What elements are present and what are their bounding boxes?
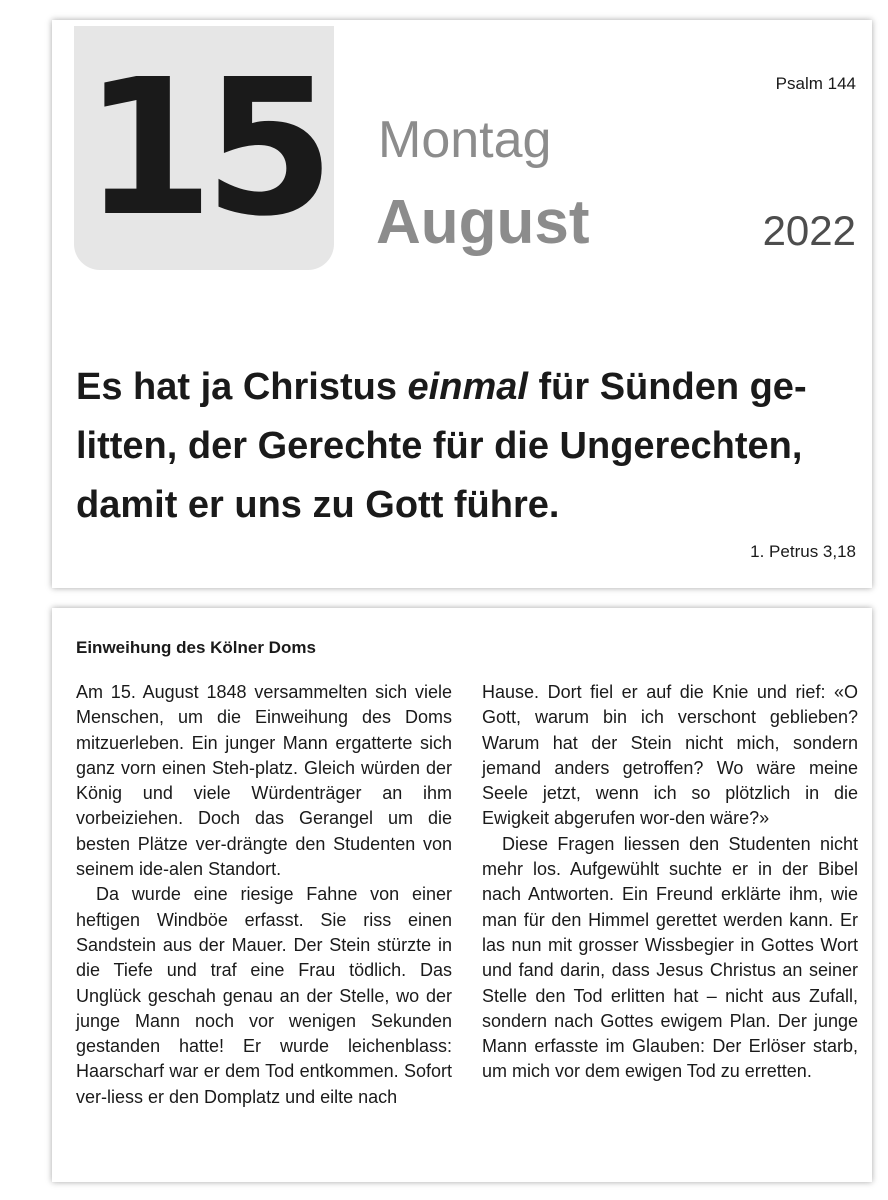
verse-reference: 1. Petrus 3,18: [750, 542, 856, 561]
article-column-left: [76, 680, 452, 1110]
article-paragraph: Hause. Dort fiel er auf die Knie und rief: «O Gott, warum bin ich verschont geblieben? Warum hat der Stein nicht mich, sondern jemand anders getroffen? Wo wäre meine Seele jetzt, wenn ich so plötzlich in die Ewigkeit abgerufen wor-den wäre?»: [482, 682, 858, 829]
calendar-page-top: [52, 20, 872, 588]
article-title: Einweihung des Kölner Doms: [76, 638, 316, 657]
psalm-reference: Psalm 144: [775, 74, 856, 93]
verse-part-2: für Sünden ge-litten, der Gerechte für die Ungerechten, damit er uns zu Gott führe.: [76, 366, 807, 526]
verse-part-1: Es hat ja Christus: [76, 366, 408, 408]
article-paragraph: Am 15. August 1848 versammelten sich viele Menschen, um die Einweihung des Doms mitzuerleben. Ein junger Mann ergatterte sich ganz vorn einen Steh-platz. Gleich würden der König und viele Würdenträger an ihm vorbeiziehen. Doch das Gerangel um die besten Plätze ver-drängte den Studenten von seinem ide-alen Standort.: [76, 682, 452, 880]
calendar-page-bottom: [52, 608, 872, 1182]
year: 2022: [762, 207, 856, 254]
article-paragraph: Diese Fragen liessen den Studenten nicht mehr los. Aufgewühlt suchte er in der Bibel nach Antworten. Ein Freund erklärte ihm, wie man für den Himmel gerettet werden kann. Er las nun mit grosser Wissbegier in Gottes Wort und fand darin, dass Jesus Christus an seiner Stelle den Tod erlitten hat – nicht aus Zufall, sondern nach Gottes ewigem Plan. Der junge Mann erfasste im Glauben: Der Erlöser starb, um mich vor dem ewigen Tod zu erretten.: [482, 833, 858, 1082]
verse-emphasis: einmal: [407, 366, 528, 408]
day-number: 15: [83, 39, 325, 258]
article-column-right: [482, 680, 858, 1085]
article-paragraph: Da wurde eine riesige Fahne von einer heftigen Windböe erfasst. Sie riss einen Sandstein aus der Mauer. Der Stein stürzte in die Tiefe und traf eine Frau tödlich. Das Unglück geschah genau an der Stelle, wo der junge Mann noch vor wenigen Sekunden gestanden hatte! Er wurde leichenblass: Haarscharf war er dem Tod entkommen. Sofort ver-liess er den Domplatz und eilte nach: [76, 884, 452, 1107]
bible-verse: [76, 358, 866, 535]
date-tab: [74, 26, 334, 270]
weekday: Montag: [378, 111, 552, 169]
month: August: [376, 188, 590, 257]
